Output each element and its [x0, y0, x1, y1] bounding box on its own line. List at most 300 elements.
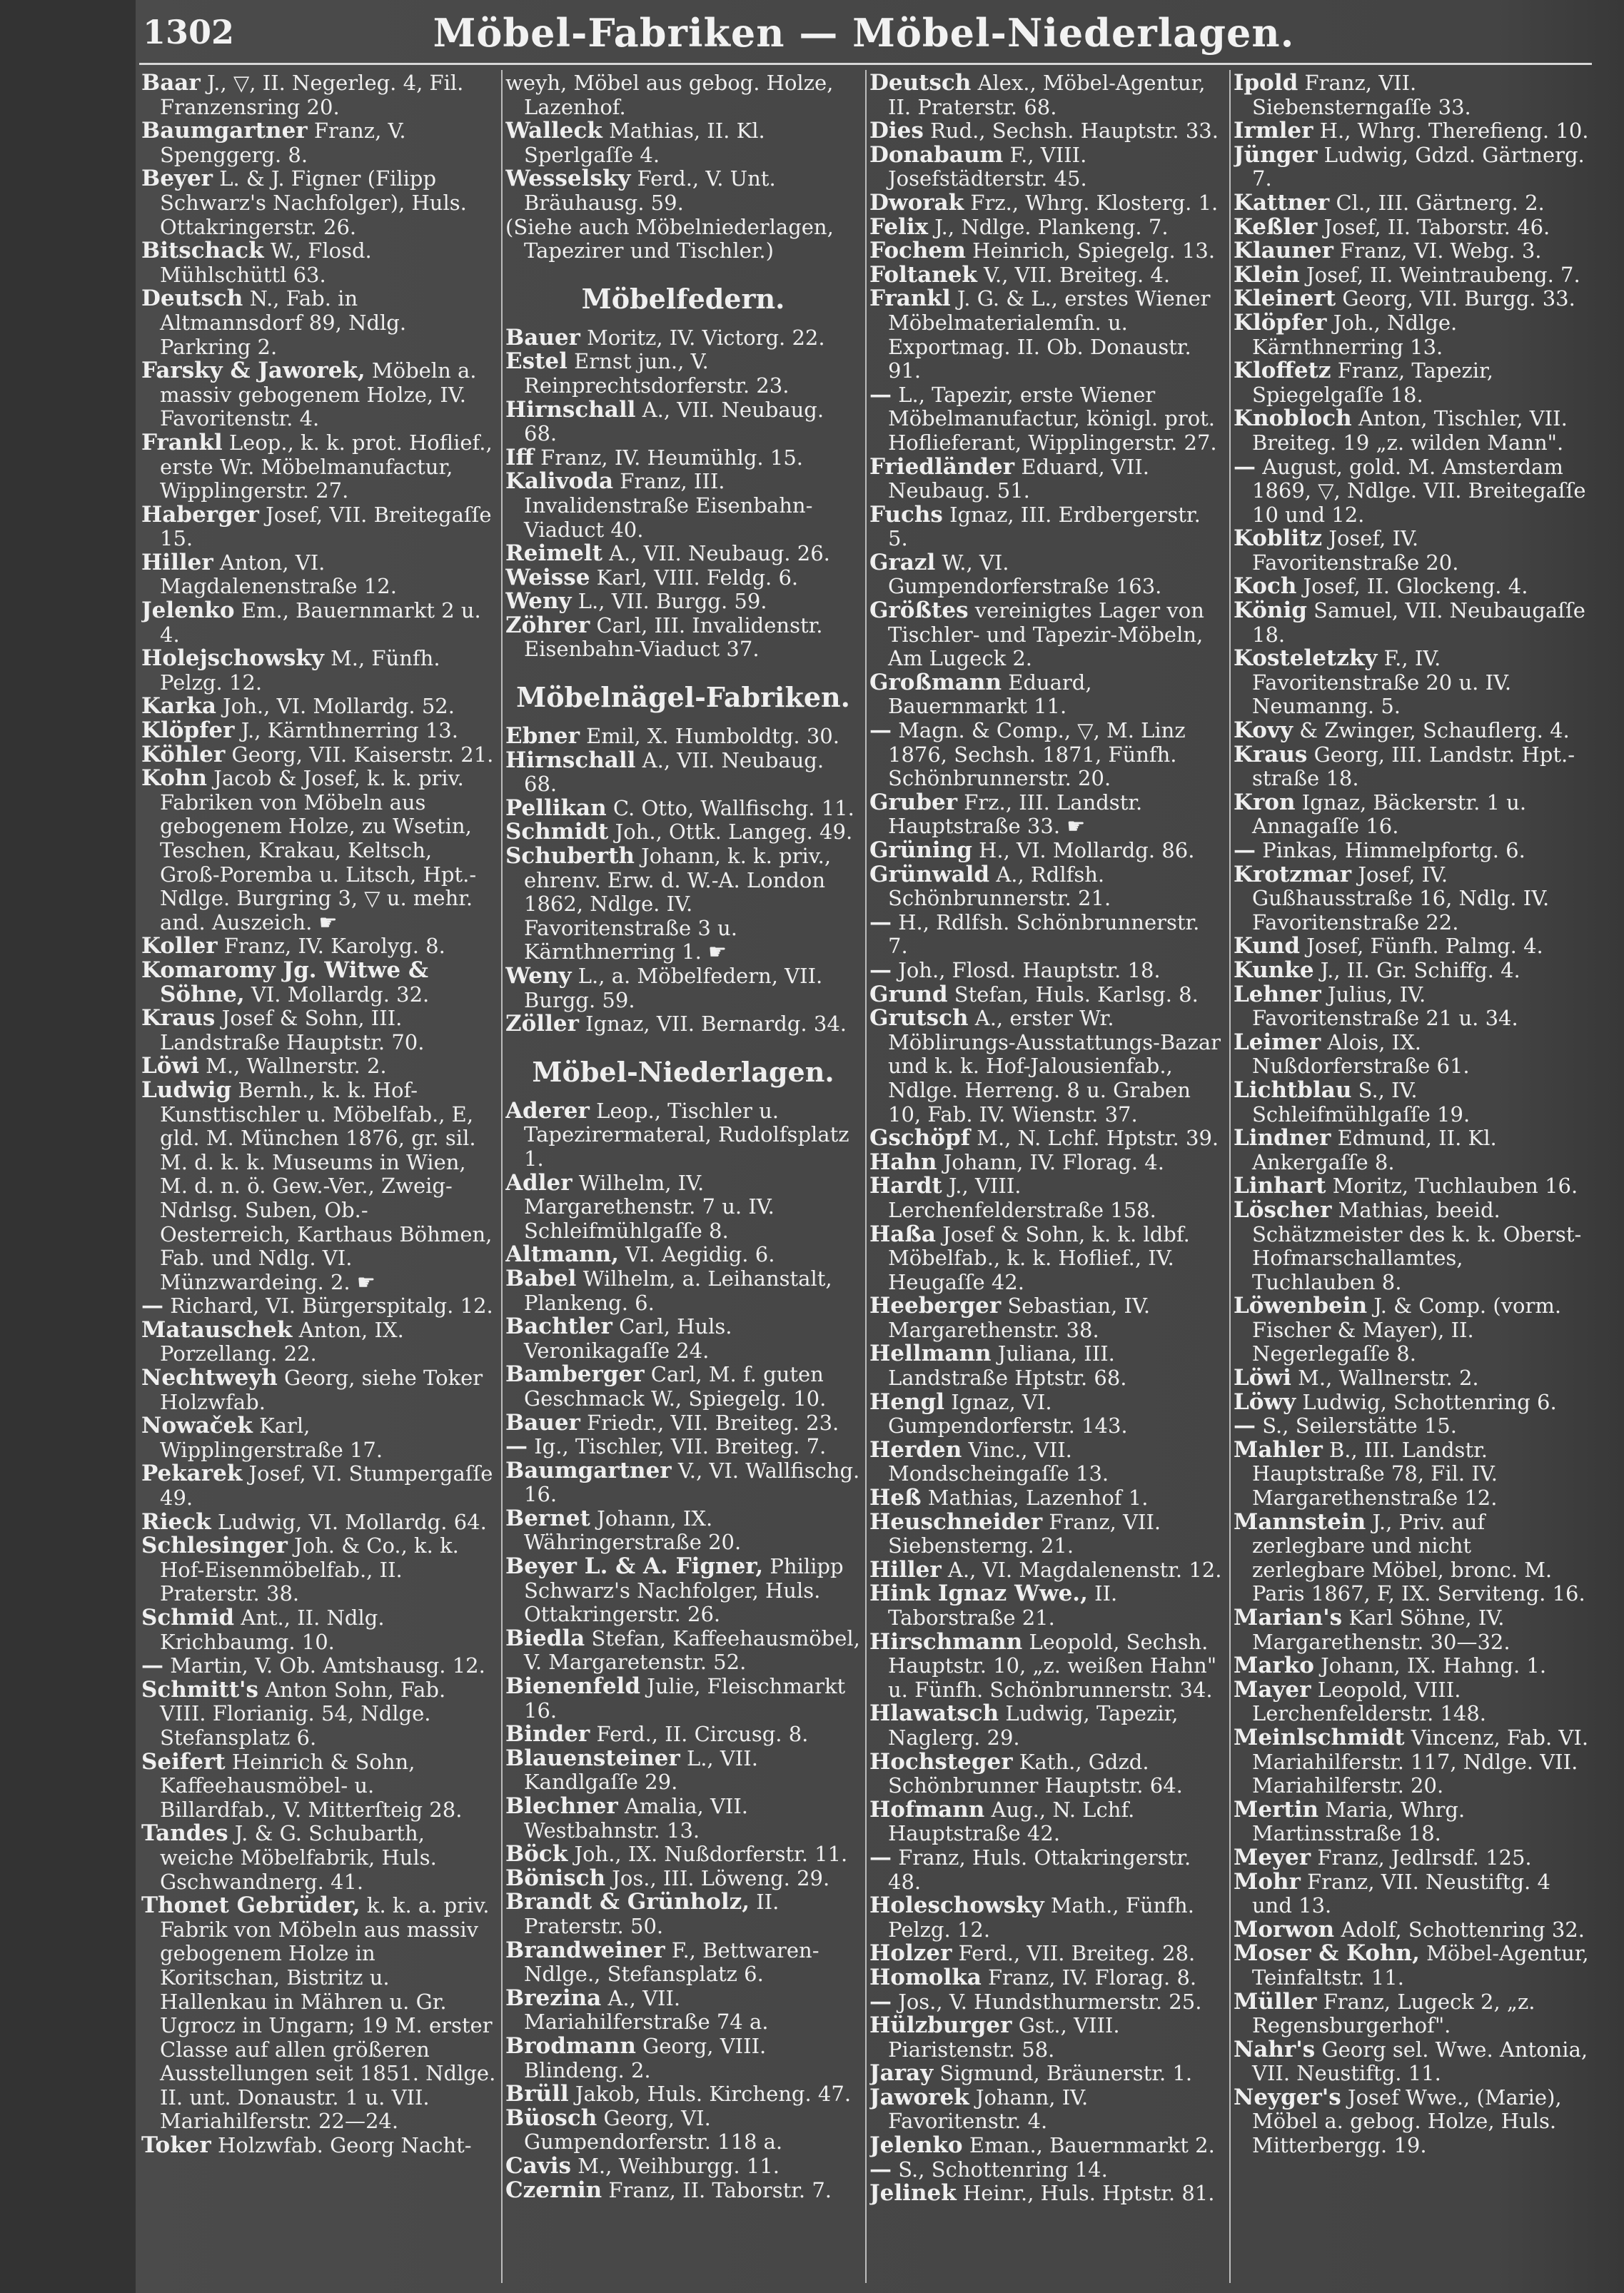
directory-entry [869, 2086, 1225, 2134]
entry-details: Amalia, VII. Westbahnstr. 13. [524, 1794, 749, 1843]
entry-name: König [1234, 598, 1307, 624]
entry-name: — [1234, 453, 1256, 480]
entry-details: Ignaz, VII. Bernardg. 34. [585, 1012, 847, 1037]
entry-details: Ferd., V. Unt. Bräuhausg. 59. [524, 166, 776, 215]
entry-details: Georg, VIII. Blindeng. 2. [524, 2033, 767, 2082]
directory-entry [1234, 1174, 1589, 1199]
entry-name: Gschöpf [869, 1125, 971, 1151]
entry-name: Dies [869, 118, 924, 144]
directory-entry [505, 1795, 861, 1843]
entry-name: — [869, 957, 892, 983]
entry-details: Franz, VII. Siebensterng. 21. [888, 1509, 1161, 1558]
entry-details: Josef, II. Glockeng. 4. [1303, 574, 1528, 599]
directory-entry [505, 1675, 861, 1723]
entry-details: Aug., N. Lchf. Hauptstraße 42. [888, 1797, 1135, 1846]
entry-details: Jos., III. Löweng. 29. [612, 1865, 830, 1890]
directory-entry [869, 839, 1225, 863]
entry-name: Adler [505, 1169, 573, 1196]
directory-entry [869, 1990, 1225, 2015]
directory-entry [869, 119, 1225, 143]
entry-name: Heuschneider [869, 1508, 1043, 1535]
directory-entry [869, 551, 1225, 599]
entry-name: Hofmann [869, 1796, 985, 1823]
entry-details: J. & G. Schubarth, weiche Möbelfabrik, Huls. Gschwandnerg. 41. [160, 1821, 437, 1894]
directory-entry [505, 119, 861, 167]
entry-details: L., VII. Kandlgaſſe 29. [524, 1745, 758, 1795]
entry-name: Morwon [1234, 1916, 1335, 1942]
entry-name: Meinlschmidt [1234, 1724, 1405, 1750]
directory-entry [141, 1508, 497, 1535]
entry-name: Lichtblau [1234, 1077, 1352, 1103]
directory-entry [1234, 1127, 1589, 1174]
entry-name: Pekarek [141, 1461, 243, 1487]
entry-name: Blauensteiner [505, 1745, 680, 1771]
entry-list [1234, 71, 1589, 2158]
entry-name: — [141, 1653, 163, 1679]
directory-entry [141, 1079, 497, 1294]
entry-details: Johann, IV. Favoritenstr. 4. [888, 2085, 1089, 2134]
entry-name: Brezina [505, 1985, 602, 2011]
entry-details: Josef, VI. Stumpergaſſe 49. [160, 1461, 493, 1511]
directory-entry [505, 614, 861, 662]
entry-name: Brüll [505, 2081, 569, 2107]
entry-name: Toker [141, 2132, 211, 2159]
entry-name: Koblitz [1234, 525, 1323, 552]
entry-name: Heß [869, 1485, 922, 1511]
entry-details: Franz, IV. Karolyg. 8. [223, 934, 445, 959]
entry-details: Vinc., VII. Mondscheingaſſe 13. [888, 1437, 1109, 1486]
entry-details: A., VII. Neubaug. 26. [609, 541, 830, 566]
entry-name: Holzer [869, 1940, 952, 1967]
entry-details: J., ▽, II. Negerleg. 4, Fil. Franzensring 20. [160, 71, 464, 119]
entry-name: Schuberth [505, 843, 635, 870]
entry-details: Philipp Schwarz's Nachfolger, Huls. Ottakringerstr. 26. [524, 1554, 844, 1627]
directory-entry [869, 1174, 1225, 1222]
entry-details: Georg, VII. Burgg. 33. [1342, 286, 1575, 311]
entry-details: Eman., Bauernmarkt 2. [969, 2133, 1215, 2158]
entry-name: Bönisch [505, 1865, 606, 1891]
entry-name: Grund [869, 981, 948, 1007]
entry-name: Holejschowsky [141, 645, 324, 672]
directory-entry [1234, 1942, 1589, 1990]
entry-details: Joh., Ndlge. Kärnthnerring 13. [1252, 310, 1458, 359]
entry-name: Brandweiner [505, 1937, 665, 1963]
scan-left-edge [0, 0, 136, 2293]
directory-entry [1234, 791, 1589, 839]
entry-name: Ludwig [141, 1077, 232, 1103]
entry-details: Wilhelm, IV. Margarethenstr. 7 u. IV. Schleifmühlgaſſe 8. [524, 1170, 775, 1243]
directory-entry [1234, 287, 1589, 311]
entry-name: Müller [1234, 1988, 1317, 2015]
entry-details: August, gold. M. Amsterdam 1869, ▽, Ndlge. VII. Breitegaſſe 10 und 12. [1252, 454, 1586, 527]
directory-entry [505, 1459, 861, 1507]
entry-details: Mathias, beeid. Schätzmeister des k. k. Oberst-Hofmarschallamtes, Tuchlauben 8. [1252, 1197, 1582, 1294]
entry-details: Frz., III. Landstr. Hauptstraße 33. ☛ [888, 790, 1143, 839]
directory-entry [869, 1798, 1225, 1846]
entry-details: Magn. & Comp., ▽, M. Linz 1876, Sechsh. 1871, Fünfh. Schönbrunnerstr. 20. [888, 718, 1186, 791]
entry-name: Jaworek [869, 2084, 969, 2110]
entry-name: Baumgartner [141, 118, 308, 144]
entry-name: Mertin [1234, 1796, 1319, 1823]
directory-entry [869, 383, 1225, 455]
entry-name: Grazl [869, 549, 936, 575]
directory-entry [869, 1007, 1225, 1127]
entry-details: Franz, Tapezir, Spiegelgaſſe 18. [1252, 358, 1493, 407]
entry-details: F., VIII. Josefstädterstr. 45. [888, 142, 1087, 191]
entry-details: A., VII. Neubaug. 68. [524, 747, 824, 797]
entry-name: Kattner [1234, 189, 1330, 216]
directory-entry [869, 2182, 1225, 2206]
entry-name: Beyer [141, 166, 213, 192]
entry-list [505, 326, 861, 662]
entry-details: Emil, X. Humboldtg. 30. [586, 724, 839, 749]
entry-name: Bachtler [505, 1314, 612, 1340]
directory-entry [141, 1007, 497, 1054]
entry-name: Hahn [869, 1149, 937, 1175]
entry-name: Weny [505, 963, 572, 989]
directory-entry [141, 287, 497, 359]
entry-details: Joh., IX. Nußdorferstr. 11. [574, 1842, 848, 1867]
entry-name: Bauer [505, 1409, 580, 1436]
entry-name: Altmann, [505, 1241, 619, 1268]
entry-details: Ignaz, Bäckerstr. 1 u. Annagaſſe 16. [1252, 790, 1527, 839]
entry-name: Mohr [1234, 1868, 1301, 1895]
directory-entry [869, 455, 1225, 503]
entry-name: Linhart [1234, 1173, 1326, 1199]
directory-entry [1234, 1606, 1589, 1654]
entry-name: Aderer [505, 1097, 590, 1124]
directory-entry [141, 1054, 497, 1079]
entry-name: Bamberger [505, 1361, 645, 1388]
directory-entry [141, 2134, 497, 2158]
directory-entry [869, 191, 1225, 216]
directory-entry [505, 1267, 861, 1315]
entry-details: Franz, VI. Webg. 3. [1340, 238, 1542, 263]
directory-entry [869, 2014, 1225, 2062]
entry-name: — [869, 2156, 892, 2182]
directory-entry [505, 1171, 861, 1244]
directory-entry [505, 1435, 861, 1459]
directory-entry [1234, 1438, 1589, 1511]
column-divider [865, 70, 867, 2283]
entry-details: Franz, IV. Florag. 8. [988, 1965, 1197, 1990]
directory-entry [1234, 1196, 1589, 1294]
entry-details: Leop., k. k. prot. Hoflief., erste Wr. Möbelmanufactur, Wipplingerstr. 27. [160, 430, 493, 503]
entry-name: Marian's [1234, 1605, 1343, 1631]
entry-list [505, 1099, 861, 2202]
directory-entry [141, 1750, 497, 1823]
entry-name: Kraus [141, 1005, 216, 1032]
directory-entry [869, 1894, 1225, 1942]
entry-details: Franz, V. Spenggerg. 8. [160, 119, 406, 167]
directory-entry [1234, 575, 1589, 599]
entry-details: II. Taborstraße 21. [888, 1581, 1118, 1630]
entry-details: J., VIII. Lerchenfelderstraße 158. [888, 1174, 1156, 1222]
entry-name: Frankl [869, 286, 951, 312]
entry-name: Mahler [1234, 1436, 1323, 1463]
directory-entry [141, 647, 497, 695]
directory-entry [1234, 934, 1589, 959]
directory-entry [869, 1702, 1225, 1750]
entry-details: Cl., III. Gärtnerg. 2. [1336, 190, 1545, 215]
entry-name: Grüning [869, 837, 972, 863]
entry-name: Löwenbein [1234, 1293, 1368, 1319]
entry-details: Moritz, Tuchlauben 16. [1332, 1174, 1578, 1199]
entry-details: Jakob, Huls. Kircheng. 47. [575, 2082, 852, 2107]
entry-name: — [1234, 1413, 1256, 1439]
entry-details: Jacob & Josef, k. k. priv. Fabriken von Möbeln aus gebogenem Holze, zu Wsetin, Teschen, Krakau, Keltsch, Groß-Poremba u. Litsch, Hpt.-Ndlge. Burgring 3, ▽ u. mehr. and. Auszeich. ☛ [160, 766, 477, 934]
entry-details: Kath., Gdzd. Schönbrunner Hauptstr. 64. [888, 1749, 1183, 1798]
entry-name: Meyer [1234, 1844, 1311, 1870]
entry-name: Homolka [869, 1964, 982, 1990]
entry-details: A., erster Wr. Möblirungs-Ausstattungs-Bazar und k. k. Hof-Jalousienfab., Ndlge. Herreng. 8 u. Graben 10, Fab. IV. Wienstr. 37. [888, 1006, 1221, 1127]
directory-entry [1234, 1918, 1589, 1942]
entry-details: Leopold, VIII. Lerchenfelderstr. 148. [1252, 1677, 1487, 1726]
entry-name: Köhler [141, 741, 226, 767]
entry-details: Möbel-Agentur, Teinfaltstr. 11. [1252, 1941, 1589, 1990]
directory-entry [505, 590, 861, 614]
directory-entry [505, 398, 861, 446]
entry-name: Friedländer [869, 453, 1015, 480]
entry-name: Beyer L. & A. Figner, [505, 1553, 764, 1580]
directory-entry [1234, 1391, 1589, 1415]
directory-entry [869, 2062, 1225, 2086]
entry-details: L., a. Möbelfedern, VII. Burgg. 59. [524, 964, 823, 1012]
entry-details: Anton, Tischler, VII. Breiteg. 19 „z. wilden Mann". [1252, 406, 1568, 455]
entry-name: Heeberger [869, 1293, 1002, 1319]
directory-entry [141, 934, 497, 959]
entry-name: Schmidt [505, 819, 609, 845]
entry-details: Franz, VII. Siebensterngaſſe 33. [1252, 71, 1471, 119]
entry-details: Carl, III. Invalidenstr. Eisenbahn-Viaduct 37. [524, 613, 823, 662]
directory-entry [505, 749, 861, 797]
entry-list [505, 71, 861, 263]
entry-details: Maria, Whrg. Martinsstraße 18. [1252, 1797, 1466, 1846]
entry-details: Josef, II. Taborstr. 46. [1323, 214, 1550, 239]
entry-details: Josef, Fünfh. Palmg. 4. [1306, 934, 1543, 959]
directory-entry [141, 1414, 497, 1462]
entry-details: Julius, IV. Favoritenstraße 21 u. 34. [1252, 982, 1518, 1031]
directory-entry [141, 599, 497, 647]
directory-entry [869, 911, 1225, 959]
entry-details: Martin, V. Ob. Amtshausg. 12. [170, 1653, 485, 1678]
entry-name: Irmler [1234, 118, 1313, 144]
entry-name: Reimelt [505, 540, 602, 567]
entry-details: M., Fünfh. Pelzg. 12. [160, 646, 440, 695]
directory-entry [869, 239, 1225, 263]
directory-entry [1234, 1870, 1589, 1918]
entry-name: Koller [141, 933, 218, 959]
entry-name: Binder [505, 1721, 590, 1748]
entry-name: Bauer [505, 324, 580, 351]
directory-entry [505, 566, 861, 590]
directory-entry [141, 167, 497, 239]
directory-entry [505, 1627, 861, 1675]
entry-name: Löscher [1234, 1196, 1332, 1223]
entry-list [141, 71, 497, 2158]
directory-entry [505, 326, 861, 351]
entry-details: Ant., II. Ndlg. Krichbaumg. 10. [160, 1606, 385, 1654]
entry-name: Seifert [141, 1748, 226, 1775]
directory-entry [1234, 959, 1589, 983]
directory-entry [505, 845, 861, 964]
entry-details: A., VI. Magdalenenstr. 12. [947, 1557, 1222, 1582]
directory-entry [505, 2082, 861, 2107]
directory-entry [505, 2179, 861, 2203]
directory-entry [1234, 1031, 1589, 1079]
directory-entry [1234, 263, 1589, 288]
directory-entry [505, 350, 861, 398]
entry-details: M., Wallnerstr. 2. [1298, 1366, 1479, 1391]
directory-entry [869, 1486, 1225, 1511]
entry-name: Kleinert [1234, 286, 1336, 312]
directory-entry [141, 359, 497, 431]
entry-name: Kraus [1234, 741, 1308, 767]
entry-details: Georg, siehe Toker Holzwfab. [160, 1366, 483, 1414]
entry-name: Klöpfer [1234, 309, 1327, 336]
directory-entry [1234, 191, 1589, 216]
directory-entry [141, 1606, 497, 1654]
entry-details: Johann, IX. Währingerstraße 20. [524, 1506, 742, 1555]
entry-details: Alois, IX. Nußdorferstraße 61. [1252, 1029, 1470, 1079]
entry-details: Karl, Wipplingerstraße 17. [160, 1413, 383, 1462]
entry-name: Keßler [1234, 213, 1318, 240]
directory-entry [141, 431, 497, 503]
directory-entry [1234, 143, 1589, 191]
entry-name: Iff [505, 444, 534, 470]
entry-name: Kohn [141, 765, 208, 792]
entry-list [505, 725, 861, 1037]
directory-entry [1234, 1678, 1589, 1726]
entry-details: Math., Fünfh. Pelzg. 12. [888, 1893, 1194, 1942]
directory-entry [1234, 1726, 1589, 1798]
directory-entry [505, 2032, 861, 2082]
directory-entry [505, 725, 861, 749]
entry-name: Böck [505, 1841, 568, 1868]
entry-name: Mayer [1234, 1676, 1311, 1703]
entry-details: Joh., Ottk. Langeg. 49. [615, 820, 853, 845]
directory-entry [505, 1507, 861, 1555]
entry-details: Ludwig, VI. Mollardg. 64. [217, 1509, 487, 1534]
entry-name: Zöhrer [505, 612, 590, 638]
directory-entry [505, 1867, 861, 1891]
directory-entry [141, 1534, 497, 1606]
entry-name: Kloffetz [1234, 358, 1331, 384]
directory-entry [869, 791, 1225, 839]
entry-name: Koch [1234, 573, 1297, 600]
entry-details: J. & Comp. (vorm. Fischer & Mayer), II. Negerlegaſſe 8. [1252, 1294, 1562, 1366]
directory-entry [505, 71, 861, 119]
entry-name: Farsky & Jaworek, [141, 358, 365, 384]
entry-name: Bitschack [141, 238, 264, 264]
entry-details: J., Priv. auf zerlegbare und nicht zerlegbare Möbel, bronc. M. Paris 1867, F, IX. Serviteng. 16. [1252, 1509, 1585, 1606]
directory-entry [869, 1582, 1225, 1630]
entry-name: Lehner [1234, 981, 1321, 1007]
entry-name: Kalivoda [505, 468, 614, 495]
entry-name: Hengl [869, 1389, 945, 1415]
directory-entry [505, 216, 861, 263]
directory-entry [141, 551, 497, 599]
entry-name: Zöller [505, 1011, 579, 1037]
entry-details: Eduard, Bauernmarkt 11. [888, 670, 1092, 719]
entry-name: Schmitt's [141, 1676, 258, 1703]
directory-entry [869, 213, 1225, 240]
entry-name: Leimer [1234, 1029, 1321, 1055]
entry-name: Lindner [1234, 1125, 1331, 1151]
entry-name: Weny [505, 588, 572, 615]
entry-name: Herden [869, 1436, 962, 1463]
entry-details: Em., Bauernmarkt 2 u. 4. [160, 598, 481, 647]
column-2 [505, 71, 861, 2277]
directory-entry [869, 959, 1225, 983]
entry-name: Hardt [869, 1173, 942, 1199]
directory-entry [869, 1750, 1225, 1798]
entry-details: W., Flosd. Mühlschüttl 63. [160, 238, 372, 287]
directory-entry [1234, 527, 1589, 575]
entry-name: Hellmann [869, 1341, 992, 1367]
entry-name: Kosteletzky [1234, 645, 1378, 672]
directory-entry [1234, 1294, 1589, 1366]
directory-entry [141, 239, 497, 287]
entry-name: Jelenko [869, 2132, 963, 2159]
entry-name: Ebner [505, 723, 580, 750]
entry-details: Anton Sohn, Fab. VIII. Florianig. 54, Ndlge. Stefansplatz 6. [160, 1677, 446, 1750]
directory-entry [1234, 863, 1589, 935]
entry-details: V., VII. Breiteg. 4. [984, 262, 1171, 287]
entry-name: Biedla [505, 1625, 585, 1651]
entry-name: Fuchs [869, 501, 943, 528]
entry-name: Hink Ignaz Wwe., [869, 1581, 1088, 1607]
directory-entry [505, 542, 861, 566]
directory-entry [141, 71, 497, 119]
entry-details: Ignaz, VI. Gumpendorferstr. 143. [888, 1389, 1128, 1438]
entry-details: M., Weihburgg. 11. [578, 2153, 780, 2178]
entry-details: B., III. Landstr. Hauptstraße 78, Fil. IV. Margarethenstraße 12. [1252, 1437, 1498, 1511]
entry-details: Johann, IX. Hahng. 1. [1321, 1653, 1547, 1678]
directory-entry [1234, 359, 1589, 407]
entry-details: Edmund, II. Kl. Ankergaſſe 8. [1252, 1126, 1497, 1174]
entry-details: Franz, IV. Heumühlg. 15. [540, 445, 803, 470]
directory-entry [1234, 1990, 1589, 2038]
directory-entry [141, 1316, 497, 1366]
entry-details: L., Tapezir, erste Wiener Möbelmanufactur, königl. prot. Hoflieferant, Wipplingerstr. 27. [888, 382, 1217, 455]
entry-details: (Siehe auch Möbelniederlagen, Tapezirer und Tischler.) [505, 214, 834, 263]
entry-name: Bienenfeld [505, 1673, 641, 1700]
entry-name: Schlesinger [141, 1533, 288, 1559]
entry-details: Karl, VIII. Feldg. 6. [596, 565, 799, 590]
directory-entry [505, 1723, 861, 1747]
column-divider [501, 70, 503, 2283]
entry-name: — [869, 909, 892, 935]
entry-name: Rieck [141, 1508, 211, 1535]
entry-details: VI. Mollardg. 32. [251, 982, 430, 1007]
entry-name: Moser & Kohn, [1234, 1940, 1420, 1967]
directory-entry [505, 470, 861, 542]
directory-entry [505, 1012, 861, 1037]
entry-details: J., Ndlge. Plankeng. 7. [934, 214, 1169, 239]
entry-name: Komaromy Jg. Witwe & Söhne, [141, 957, 428, 1007]
directory-entry [1234, 239, 1589, 263]
entry-name: Grünwald [869, 861, 990, 887]
entry-details: Holzwfab. Georg Nacht- [217, 2133, 472, 2158]
entry-details: H., Whrg. Therefieng. 10. [1319, 119, 1589, 143]
entry-details: L. & J. Figner (Filipp Schwarz's Nachfolger), Huls. Ottakringerstr. 26. [160, 166, 467, 239]
entry-details: Mathias, II. Kl. Sperlgaſſe 4. [524, 119, 765, 167]
directory-entry [141, 743, 497, 767]
entry-name: Kron [1234, 789, 1296, 815]
directory-entry [869, 1966, 1225, 1990]
entry-details: Franz, II. Taborstr. 7. [608, 2177, 832, 2202]
